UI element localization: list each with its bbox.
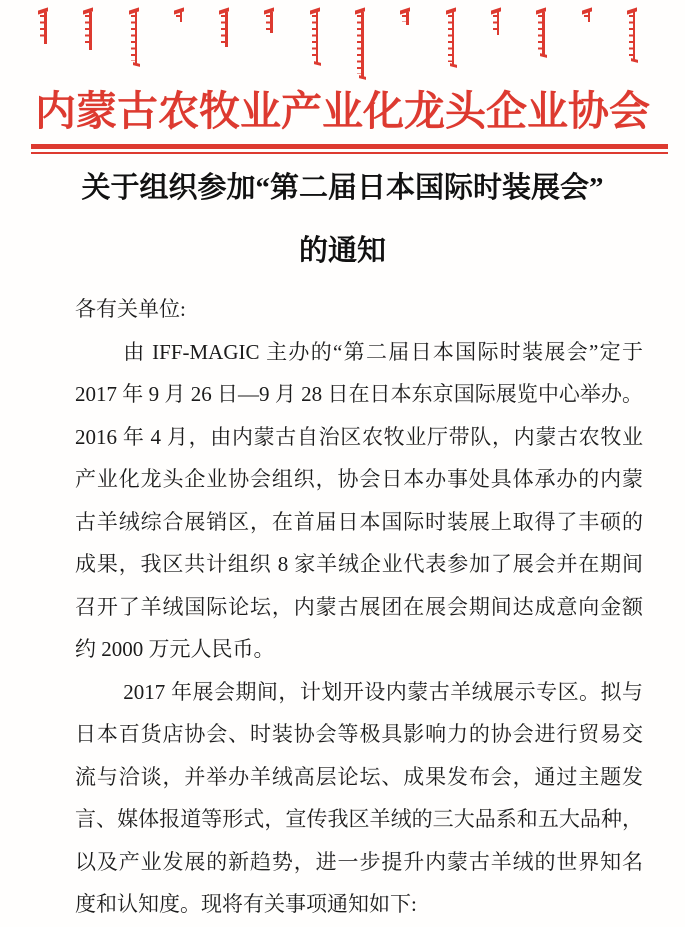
mongolian-word-glyph	[131, 10, 142, 64]
mongolian-glyph-teeth	[312, 15, 317, 60]
mongolian-word-glyph	[493, 10, 504, 35]
body-line: 以及产业发展的新趋势，进一步提升内蒙古羊绒的世界知名	[75, 849, 643, 874]
mongolian-glyph-teeth	[493, 15, 498, 32]
mongolian-glyph-head	[174, 7, 184, 14]
body-line: 2016 年 4 月，由内蒙古自治区农牧业厅带队，内蒙古农牧业	[75, 424, 643, 449]
mongolian-script-row	[40, 10, 640, 82]
mongolian-glyph-head	[355, 7, 365, 14]
mongolian-glyph-teeth	[266, 15, 271, 30]
mongolian-word-glyph	[176, 10, 187, 22]
mongolian-glyph-tail	[133, 62, 140, 67]
mongolian-glyph-head	[219, 7, 229, 14]
mongolian-word-glyph	[629, 10, 640, 60]
notice-title-line1: 关于组织参加“第二届日本国际时装展会”	[81, 172, 604, 204]
mongolian-word-glyph	[221, 10, 232, 47]
body-line: 约 2000 万元人民币。	[75, 637, 275, 661]
body-line: 由 IFF-MAGIC 主办的“第二届日本国际时装展会”定于	[123, 339, 643, 364]
red-divider-thick-line	[31, 144, 668, 149]
red-divider	[31, 144, 668, 154]
mongolian-word-glyph	[402, 10, 413, 25]
org-name: 内蒙古农牧业产业化龙头企业协会	[35, 88, 650, 134]
mongolian-glyph-teeth	[176, 15, 181, 19]
mongolian-glyph-tail	[540, 53, 547, 58]
body-line: 2017 年 9 月 26 日—9 月 28 日在日本东京国际展览中心举办。	[75, 382, 643, 406]
body-line: 成果，我区共计组织 8 家羊绒企业代表参加了展会并在期间	[75, 552, 643, 576]
body-line: 日本百货店协会、时装协会等极具影响力的协会进行贸易交	[75, 722, 643, 746]
mongolian-glyph-tail	[631, 58, 638, 63]
mongolian-glyph-teeth	[40, 15, 45, 41]
mongolian-glyph-head	[582, 7, 592, 14]
body-line: 古羊绒综合展销区，在首届日本国际时装展上取得了丰硕的	[75, 509, 643, 534]
notice-body	[75, 288, 643, 926]
body-line: 度和认知度。现将有关事项通知如下:	[75, 892, 417, 916]
mongolian-glyph-head	[38, 7, 48, 14]
red-divider-thin-line	[31, 152, 668, 154]
mongolian-glyph-teeth	[538, 15, 543, 52]
body-line: 产业化龙头企业协会组织，协会日本办事处具体承办的内蒙	[75, 467, 643, 491]
mongolian-glyph-head	[536, 7, 546, 14]
mongolian-glyph-teeth	[629, 15, 634, 57]
body-line: 言、媒体报道等形式，宣传我区羊绒的三大品系和五大品种，	[75, 807, 643, 831]
mongolian-glyph-teeth	[448, 15, 453, 62]
mongolian-glyph-teeth	[357, 15, 362, 74]
mongolian-glyph-teeth	[131, 15, 136, 61]
mongolian-glyph-tail	[450, 63, 457, 68]
mongolian-glyph-head	[400, 7, 410, 14]
body-line: 流与洽谈，并举办羊绒高层论坛、成果发布会，通过主题发	[75, 764, 643, 789]
mongolian-glyph-head	[627, 7, 637, 14]
body-line: 2017 年展会期间，计划开设内蒙古羊绒展示专区。拟与	[123, 679, 643, 704]
mongolian-glyph-head	[491, 7, 501, 14]
body-line: 各有关单位:	[75, 297, 186, 321]
mongolian-glyph-teeth	[85, 15, 90, 47]
mongolian-glyph-head	[264, 7, 274, 14]
mongolian-glyph-teeth	[402, 15, 407, 22]
mongolian-glyph-head	[310, 7, 320, 14]
mongolian-word-glyph	[448, 10, 459, 65]
mongolian-word-glyph	[584, 10, 595, 22]
mongolian-word-glyph	[357, 10, 368, 77]
mongolian-glyph-head	[129, 7, 139, 14]
mongolian-word-glyph	[40, 10, 51, 44]
mongolian-word-glyph	[538, 10, 549, 55]
mongolian-glyph-teeth	[221, 15, 226, 44]
mongolian-word-glyph	[85, 10, 96, 50]
mongolian-glyph-tail	[314, 61, 321, 66]
mongolian-word-glyph	[312, 10, 323, 63]
mongolian-glyph-teeth	[584, 15, 589, 19]
mongolian-word-glyph	[266, 10, 277, 33]
notice-title-line2: 的通知	[298, 235, 386, 267]
mongolian-glyph-head	[446, 7, 456, 14]
body-line: 召开了羊绒国际论坛，内蒙古展团在展会期间达成意向金额	[75, 594, 643, 619]
mongolian-glyph-head	[83, 7, 93, 14]
